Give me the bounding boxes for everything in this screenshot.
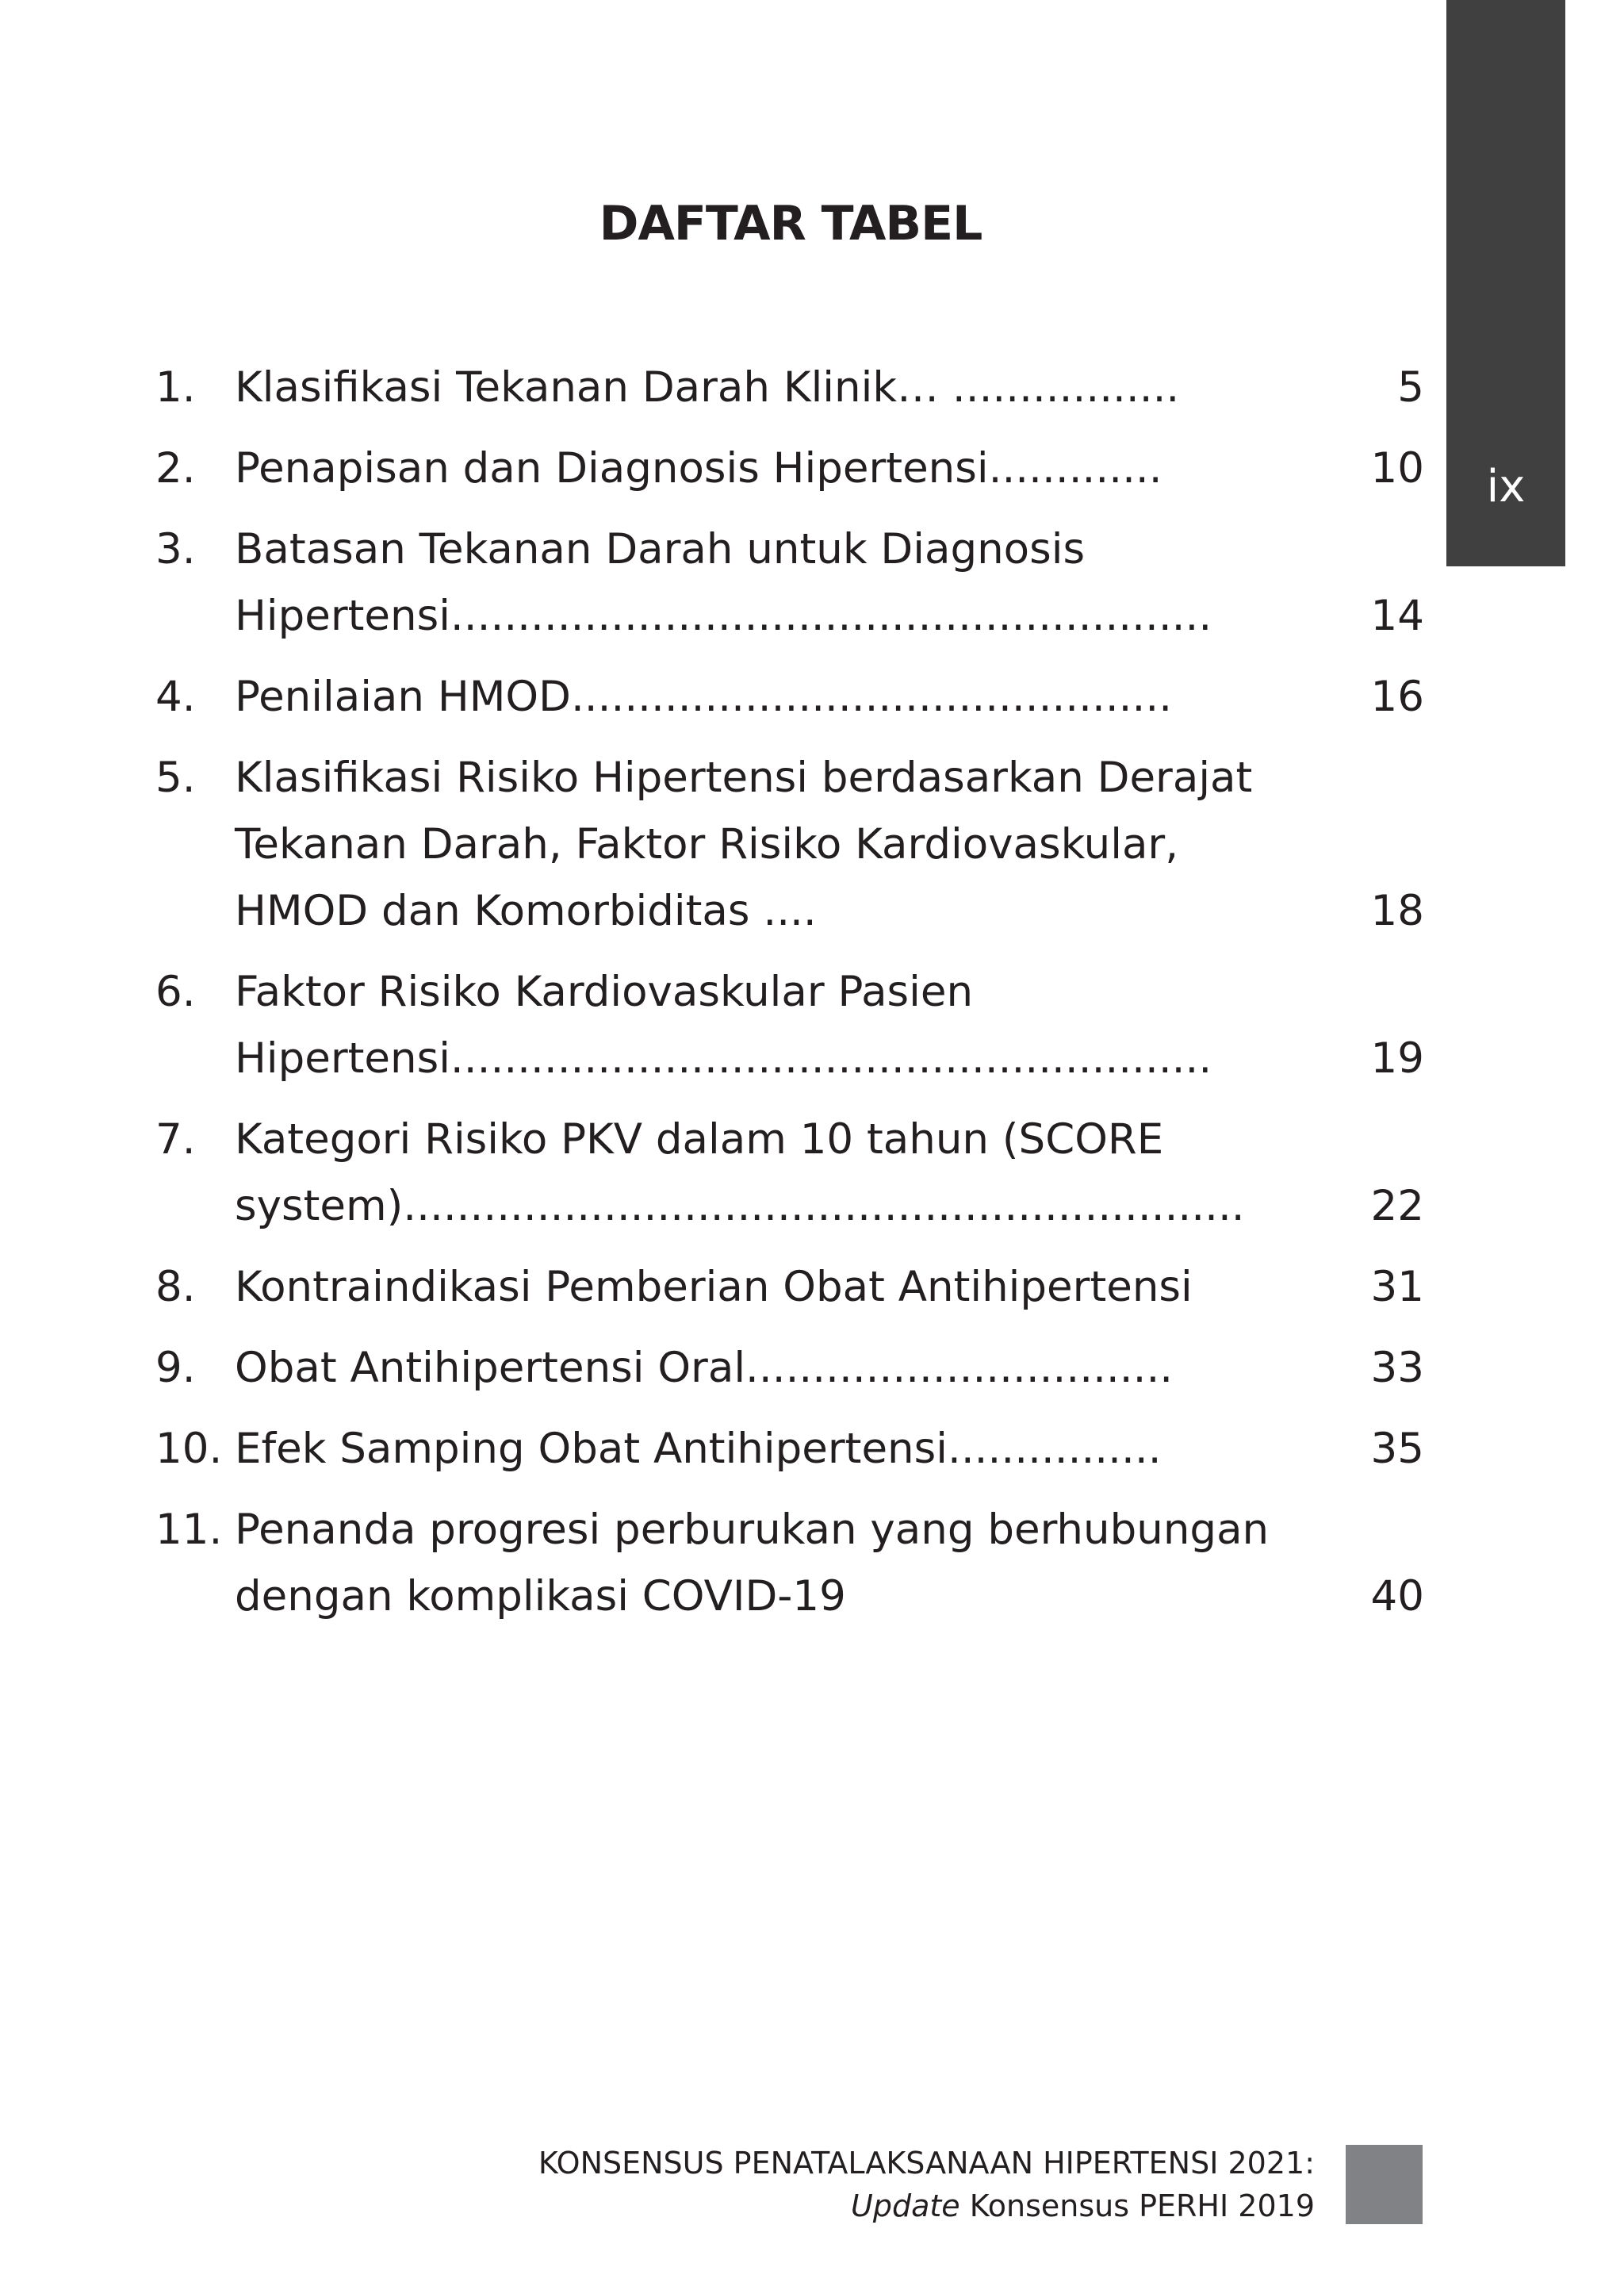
entry-title: Penilaian HMOD............................................. [235, 673, 1173, 721]
footer-gray-box [1346, 2145, 1423, 2224]
entry-number: 5. [155, 754, 196, 802]
table-entry[interactable] [155, 959, 1424, 1092]
running-footer [538, 2142, 1315, 2227]
chapter-side-tab [1446, 0, 1565, 566]
table-list [155, 355, 1424, 1644]
entry-number: 11. [155, 1506, 223, 1554]
entry-title: Klasifikasi Risiko Hipertensi berdasarkan Derajat Tekanan Darah, Faktor Risiko Kardiovaskular, HMOD dan Komorbiditas .... [235, 754, 1253, 935]
entry-number: 3. [155, 525, 196, 573]
entry-title: Kategori Risiko PKV dalam 10 tahun (SCORE system)............................................................... [235, 1115, 1245, 1230]
footer-subtitle-italic: Update [851, 2188, 960, 2223]
table-entry[interactable] [155, 745, 1424, 945]
entry-page: 18 [1370, 887, 1424, 935]
footer-subtitle-rest: Konsensus PERHI 2019 [959, 2188, 1315, 2223]
table-entry[interactable] [155, 1416, 1424, 1483]
entry-page: 31 [1370, 1263, 1424, 1311]
entry-title: Penapisan dan Diagnosis Hipertensi............. [235, 444, 1162, 493]
table-entry[interactable] [155, 1254, 1424, 1321]
page-title: DAFTAR TABEL [599, 196, 982, 251]
footer-subtitle [538, 2185, 1315, 2227]
entry-number: 2. [155, 444, 196, 493]
entry-title: Efek Samping Obat Antihipertensi................ [235, 1425, 1162, 1473]
entry-page: 19 [1370, 1034, 1424, 1083]
entry-title: Obat Antihipertensi Oral................................ [235, 1344, 1174, 1392]
entry-number: 8. [155, 1263, 196, 1311]
entry-page: 40 [1370, 1572, 1424, 1621]
entry-page: 14 [1370, 592, 1424, 640]
table-entry[interactable] [155, 664, 1424, 731]
entry-page: 22 [1370, 1182, 1424, 1230]
entry-number: 4. [155, 673, 196, 721]
entry-title: Klasifikasi Tekanan Darah Klinik… ................. [235, 363, 1180, 412]
entry-number: 7. [155, 1115, 196, 1164]
entry-page: 16 [1370, 673, 1424, 721]
entry-title: Kontraindikasi Pemberian Obat Antihipertensi [235, 1263, 1193, 1311]
entry-title: Penanda progresi perburukan yang berhubungan dengan komplikasi COVID-19 [235, 1506, 1270, 1621]
entry-number: 10. [155, 1425, 223, 1473]
footer-book-title: KONSENSUS PENATALAKSANAAN HIPERTENSI 2021: [538, 2146, 1315, 2181]
table-entry[interactable] [155, 435, 1424, 502]
table-entry[interactable] [155, 1107, 1424, 1240]
roman-page-number: ix [1486, 461, 1526, 512]
entry-title: Faktor Risiko Kardiovaskular Pasien Hipertensi......................................................... [235, 968, 1212, 1083]
entry-page: 10 [1370, 444, 1424, 493]
entry-page: 5 [1397, 363, 1424, 412]
entry-number: 6. [155, 968, 196, 1016]
entry-page: 35 [1370, 1425, 1424, 1473]
table-entry[interactable] [155, 1335, 1424, 1402]
entry-number: 9. [155, 1344, 196, 1392]
table-entry[interactable] [155, 1497, 1424, 1630]
entry-number: 1. [155, 363, 196, 412]
entry-page: 33 [1370, 1344, 1424, 1392]
table-entry[interactable] [155, 355, 1424, 421]
table-entry[interactable] [155, 516, 1424, 650]
entry-title: Batasan Tekanan Darah untuk Diagnosis Hipertensi......................................................... [235, 525, 1212, 640]
